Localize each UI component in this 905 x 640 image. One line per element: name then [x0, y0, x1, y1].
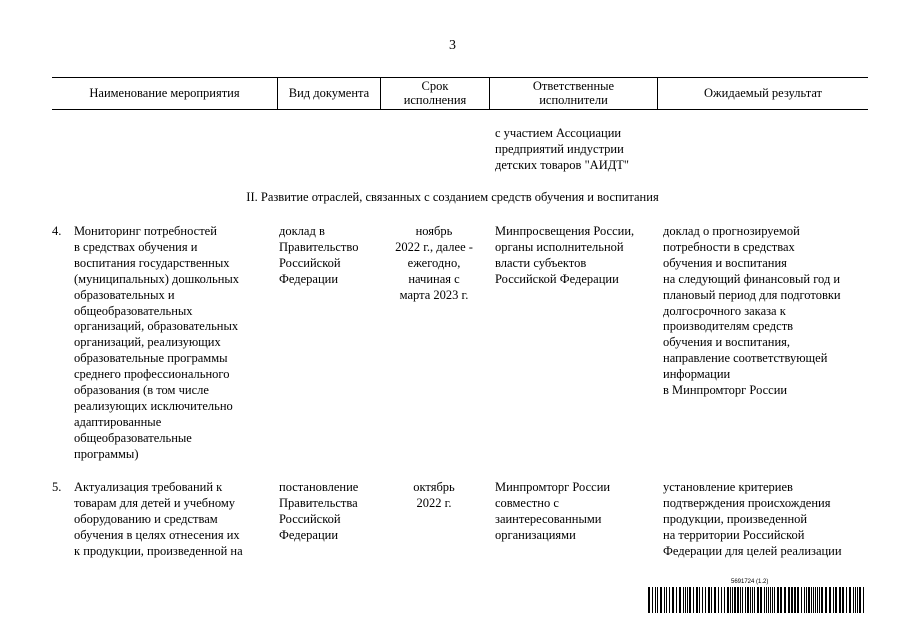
- row-deadline: ноябрь 2022 г., далее - ежегодно, начиная с марта 2023 г.: [395, 224, 473, 302]
- column-header-deadline: Срок исполнения: [403, 79, 467, 107]
- continuation-responsible: с участием Ассоциации предприятий индустрии детских товаров "АИДТ": [495, 126, 629, 172]
- row-responsible: Минпромторг России совместно с заинтересованными организациями: [495, 480, 611, 542]
- column-header-doc-type: Вид документа: [288, 86, 370, 100]
- row-number: 4.: [52, 224, 62, 238]
- document-code: 5691724 (1.2): [731, 579, 769, 585]
- row-number: 5.: [52, 480, 62, 494]
- row-activity-name: Мониторинг потребностей в средствах обучения и воспитания государственных (муниципальных) дошкольных образовательных и общеобразовательных организаций, образовательных организаций, реализующих образовательные программы среднего профессионального образования (в том числе реализующих исключительно адаптированные общеобразовательные программы): [74, 224, 240, 461]
- row-document-type: постановление Правительства Российской Федерации: [279, 480, 359, 542]
- section-title: II. Развитие отраслей, связанных с созданием средств обучения и воспитания: [246, 190, 659, 204]
- page-number: 3: [449, 38, 456, 53]
- row-deadline: октябрь 2022 г.: [413, 480, 455, 510]
- barcode-image: [648, 587, 864, 613]
- column-header-result: Ожидаемый результат: [703, 86, 823, 100]
- row-expected-result: установление критериев подтверждения происхождения продукции, произведенной на территории Российской Федерации для целей реализации: [663, 480, 842, 558]
- row-expected-result: доклад о прогнозируемой потребности в средствах обучения и воспитания на следующий финансовый год и плановый период для подготовки долгосрочного заказа к производителям средств обучения и воспитания, направление соответствующей информации в Минпромторг России: [663, 224, 841, 398]
- row-document-type: доклад в Правительство Российской Федерации: [279, 224, 359, 286]
- column-header-responsible: Ответственные исполнители: [532, 79, 615, 107]
- header-bottom-rule: [52, 109, 868, 110]
- row-activity-name: Актуализация требований к товарам для детей и учебному оборудованию и средствам обучения в целях отнесения их к продукции, произведенной на: [74, 480, 243, 558]
- row-responsible: Минпросвещения России, органы исполнительной власти субъектов Российской Федерации: [495, 224, 635, 286]
- column-header-name: Наименование мероприятия: [89, 86, 240, 100]
